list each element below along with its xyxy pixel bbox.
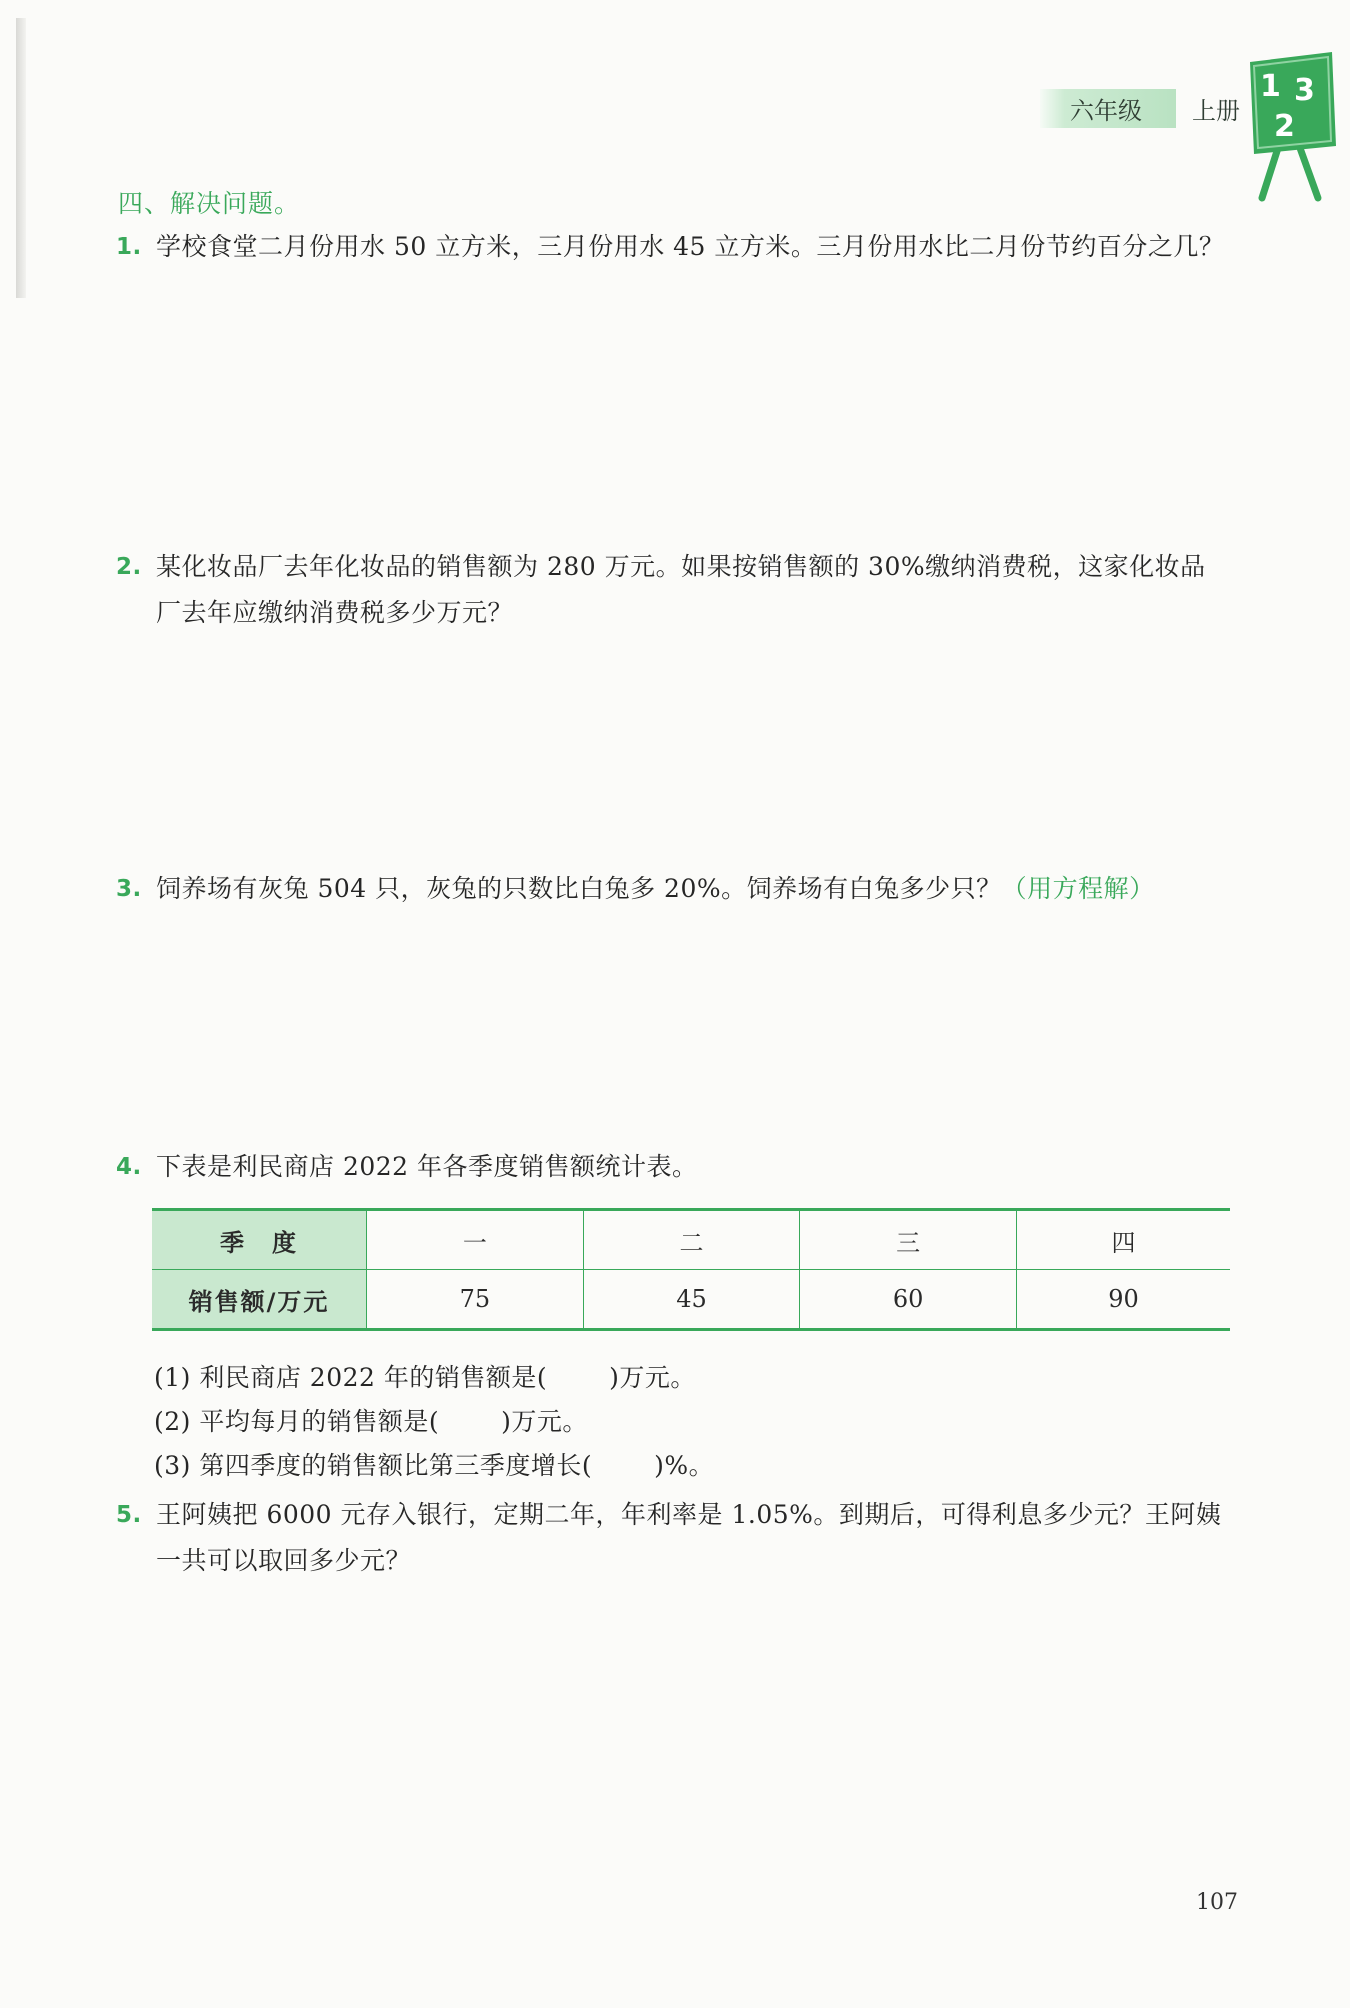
question-text: 饲养场有灰兔 504 只，灰兔的只数比白兔多 20%。饲养场有白兔多少只？	[156, 874, 1002, 903]
question-text: 王阿姨把 6000 元存入银行，定期二年，年利率是 1.05%。到期后，可得利息多少元？王阿姨一共可以取回多少元？	[156, 1500, 1222, 1575]
section-title: 四、解决问题。	[118, 189, 301, 218]
sub-question-text: (1) 利民商店 2022 年的销售额是(	[154, 1363, 548, 1392]
question-number: 1.	[116, 234, 142, 260]
table-row	[152, 1210, 1230, 1270]
question-text: 下表是利民商店 2022 年各季度销售额统计表。	[156, 1152, 698, 1181]
row-header-quarter: 季 度	[152, 1210, 367, 1270]
row-header-sales: 销售额/万元	[152, 1270, 367, 1330]
logo-digit-1: 1	[1260, 69, 1281, 104]
sales-value: 90	[1017, 1270, 1230, 1330]
sales-value: 60	[800, 1270, 1017, 1330]
binding-shadow	[16, 18, 26, 298]
page-number: 107	[1196, 1890, 1238, 1915]
sub-question-text: (2) 平均每月的销售额是(	[154, 1407, 440, 1436]
sales-value: 75	[367, 1270, 584, 1330]
quarterly-sales-table	[152, 1208, 1230, 1331]
chalkboard-logo-icon	[1240, 48, 1340, 208]
question-body	[156, 866, 1228, 912]
question-1	[116, 224, 1228, 270]
sub-question-unit: )%。	[654, 1451, 715, 1480]
grade-label: 六年级	[1040, 89, 1176, 128]
quarter-header: 四	[1017, 1210, 1230, 1270]
method-hint: （用方程解）	[1001, 874, 1155, 903]
question-number: 4.	[116, 1154, 142, 1180]
sub-question-2	[154, 1400, 588, 1444]
sub-question-3	[154, 1444, 714, 1488]
question-4	[116, 1144, 1228, 1190]
sub-question-text: (3) 第四季度的销售额比第三季度增长(	[154, 1451, 593, 1480]
question-3	[116, 866, 1228, 912]
sub-question-unit: )万元。	[609, 1363, 696, 1392]
question-number: 2.	[116, 554, 142, 580]
logo-digit-3: 3	[1294, 73, 1315, 108]
logo-digit-2: 2	[1274, 109, 1295, 144]
question-2	[116, 544, 1228, 636]
quarter-header: 三	[800, 1210, 1017, 1270]
page-header	[1040, 90, 1240, 126]
sales-value: 45	[583, 1270, 800, 1330]
quarter-header: 一	[367, 1210, 584, 1270]
question-number: 3.	[116, 876, 142, 902]
table-row	[152, 1270, 1230, 1330]
sub-question-unit: )万元。	[501, 1407, 588, 1436]
volume-label: 上册	[1192, 96, 1240, 125]
question-text: 某化妆品厂去年化妆品的销售额为 280 万元。如果按销售额的 30%缴纳消费税，这家化妆品厂去年应缴纳消费税多少万元？	[156, 552, 1206, 627]
question-text: 学校食堂二月份用水 50 立方米，三月份用水 45 立方米。三月份用水比二月份节约百分之几？	[156, 232, 1225, 261]
question-number: 5.	[116, 1502, 142, 1528]
question-5	[116, 1492, 1228, 1584]
sub-question-1	[154, 1356, 696, 1400]
quarter-header: 二	[583, 1210, 800, 1270]
